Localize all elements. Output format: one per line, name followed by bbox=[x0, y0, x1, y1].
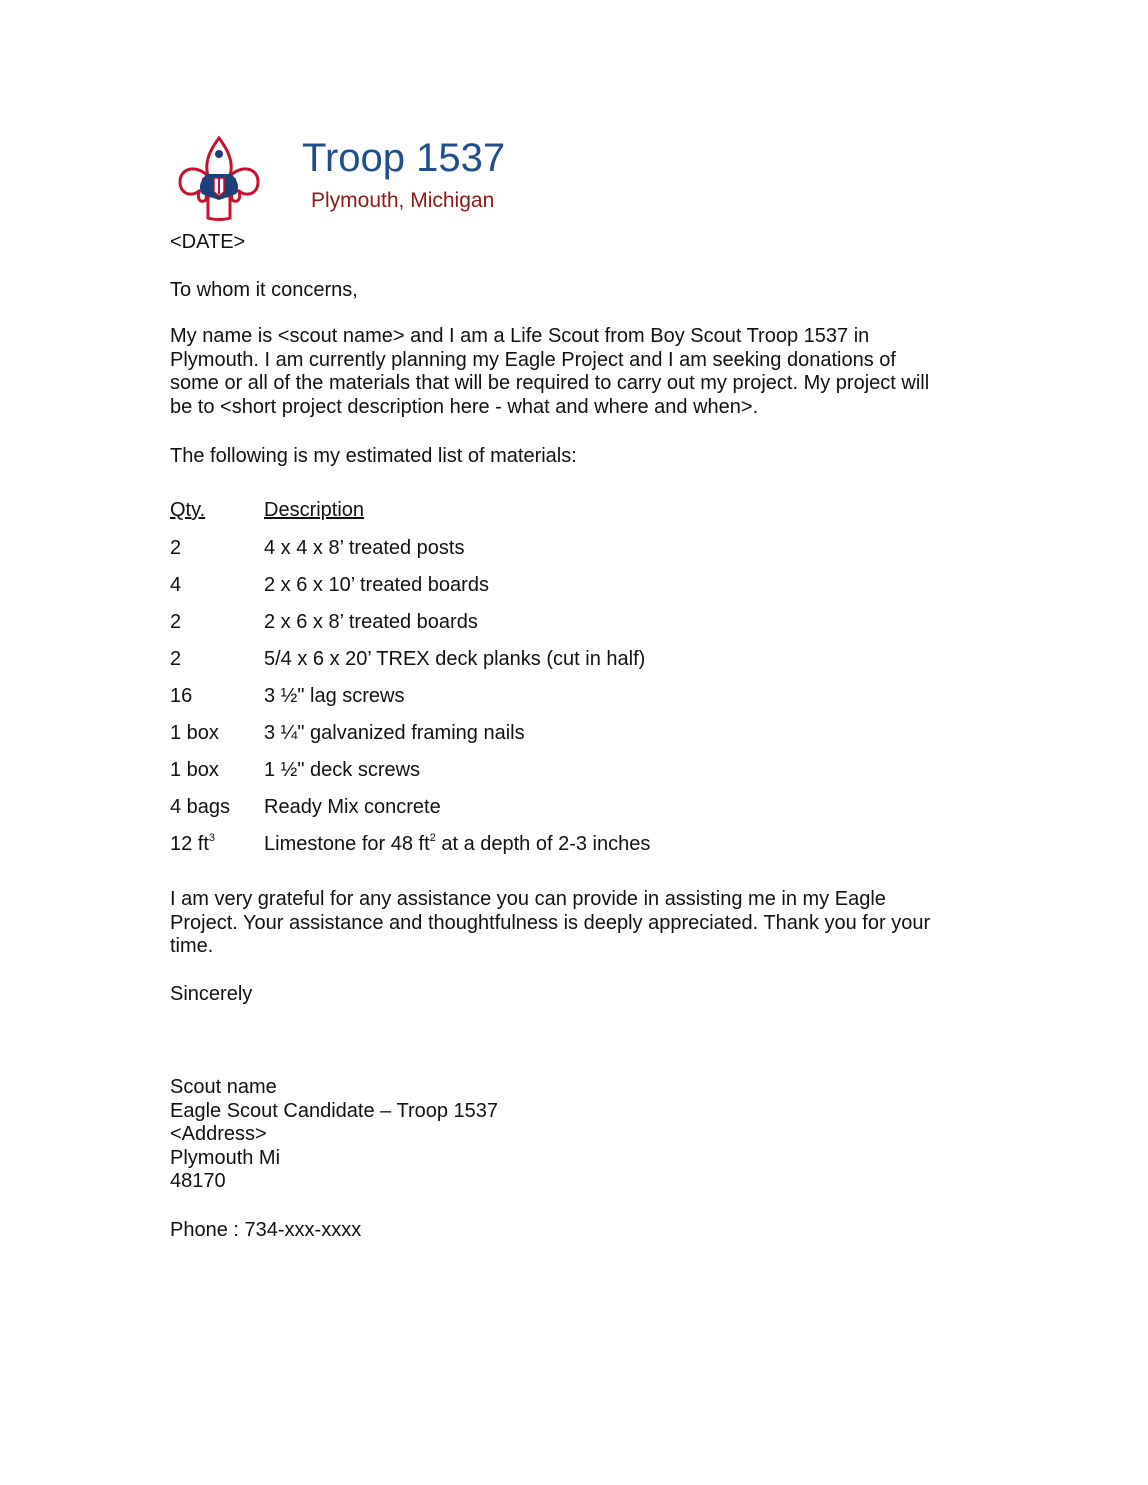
material-qty: 16 bbox=[170, 685, 193, 707]
qty-header: Qty. bbox=[170, 499, 206, 521]
intro-paragraph bbox=[170, 325, 970, 419]
signature-role: Eagle Scout Candidate – Troop 1537 bbox=[170, 1099, 499, 1122]
closing-line: I am very grateful for any assistance you can provide in assisting me in my Eagle bbox=[170, 888, 886, 910]
material-description: 5/4 x 6 x 20’ TREX deck planks (cut in half) bbox=[264, 648, 646, 670]
troop-location: Plymouth, Michigan bbox=[311, 189, 495, 212]
material-description: 2 x 6 x 8’ treated boards bbox=[264, 611, 478, 633]
material-desc-text-end: at a depth of 2-3 inches bbox=[435, 833, 651, 855]
material-description: 3 ¼" galvanized framing nails bbox=[264, 722, 525, 744]
material-description bbox=[264, 832, 650, 856]
material-qty: 4 bbox=[170, 574, 182, 596]
signoff: Sincerely bbox=[170, 983, 253, 1005]
material-qty: 1 box bbox=[170, 722, 219, 744]
material-description: 1 ½" deck screws bbox=[264, 759, 421, 781]
material-desc-text: Limestone for 48 ft bbox=[264, 833, 430, 855]
material-qty: 4 bags bbox=[170, 796, 231, 818]
material-qty-text: 12 ft bbox=[170, 833, 209, 855]
material-description: Ready Mix concrete bbox=[264, 796, 441, 818]
signature-name: Scout name bbox=[170, 1076, 277, 1098]
intro-line: be to <short project description here - what and where and when>. bbox=[170, 395, 759, 418]
material-qty: 2 bbox=[170, 611, 182, 633]
signature-city: Plymouth Mi bbox=[170, 1146, 281, 1169]
bsa-fleur-de-lis-logo bbox=[174, 134, 264, 224]
salutation: To whom it concerns, bbox=[170, 279, 358, 301]
materials-intro: The following is my estimated list of materials: bbox=[170, 445, 577, 467]
intro-line: some or all of the materials that will be required to carry out my project. My project will bbox=[170, 372, 930, 394]
intro-line: Plymouth. I am currently planning my Eagle Project and I am seeking donations of bbox=[170, 348, 896, 371]
signature-block bbox=[170, 1076, 970, 1194]
description-header: Description bbox=[264, 499, 365, 521]
material-qty: 1 box bbox=[170, 759, 219, 781]
material-description: 2 x 6 x 10’ treated boards bbox=[264, 574, 489, 596]
material-qty bbox=[170, 832, 215, 856]
closing-line: Project. Your assistance and thoughtfulness is deeply appreciated. Thank you for your bbox=[170, 911, 931, 934]
closing-paragraph bbox=[170, 888, 970, 959]
cubic-superscript: 3 bbox=[208, 832, 216, 844]
material-description: 4 x 4 x 8’ treated posts bbox=[264, 537, 465, 559]
closing-line: time. bbox=[170, 935, 214, 957]
signature-zip: 48170 bbox=[170, 1170, 226, 1192]
material-qty: 2 bbox=[170, 537, 182, 559]
material-description: 3 ½" lag screws bbox=[264, 685, 405, 707]
square-superscript: 2 bbox=[429, 832, 436, 844]
intro-line: My name is <scout name> and I am a Life Scout from Boy Scout Troop 1537 in bbox=[170, 325, 870, 347]
troop-title: Troop 1537 bbox=[302, 136, 506, 180]
signature-address: <Address> bbox=[170, 1123, 267, 1145]
phone-line: Phone : 734-xxx-xxxx bbox=[170, 1219, 362, 1241]
date-line: <DATE> bbox=[170, 231, 246, 253]
material-qty: 2 bbox=[170, 648, 182, 670]
